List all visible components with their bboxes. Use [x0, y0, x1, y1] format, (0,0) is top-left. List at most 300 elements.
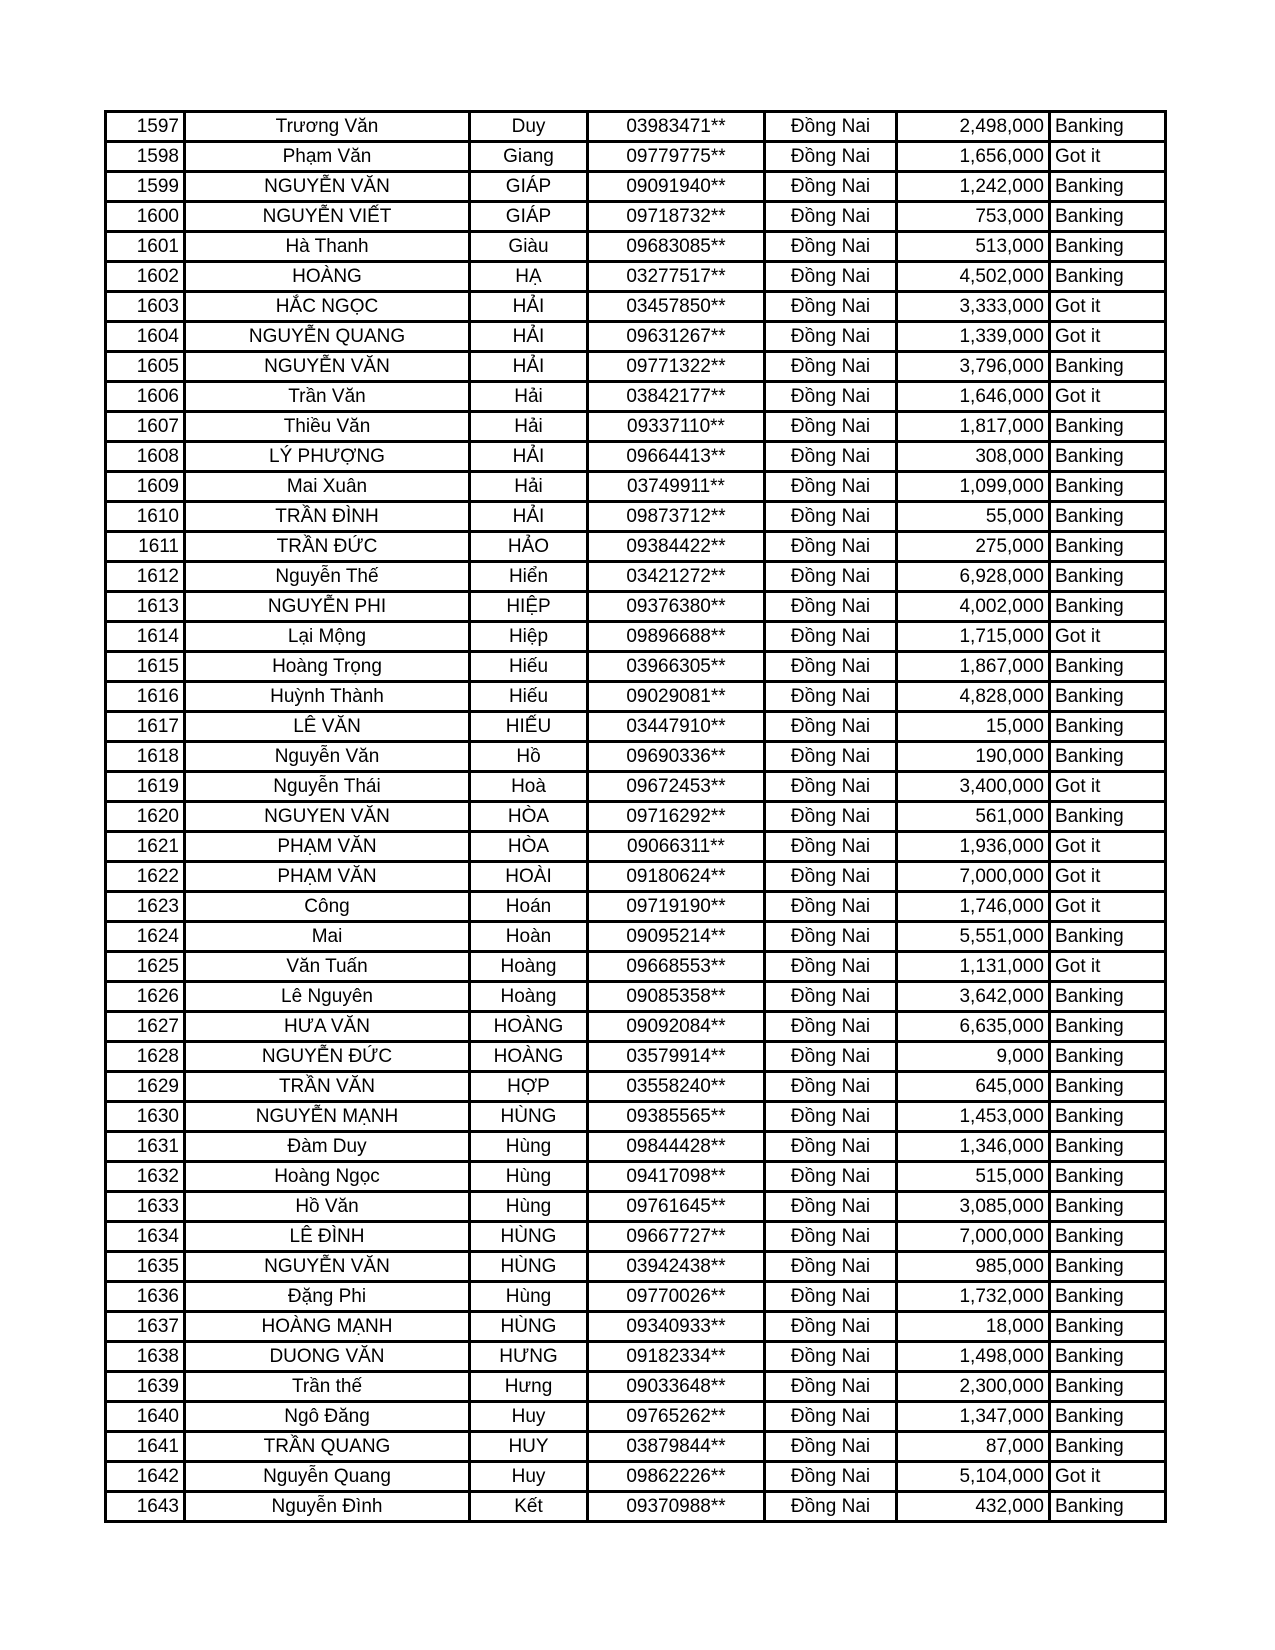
cell-first-name: HÙNG: [470, 1252, 588, 1282]
cell-row-number: 1638: [106, 1342, 185, 1372]
cell-last-name: Hoàng Trọng: [185, 652, 470, 682]
cell-last-name: PHẠM VĂN: [185, 862, 470, 892]
cell-amount: 4,502,000: [897, 262, 1050, 292]
cell-status: Banking: [1050, 1192, 1166, 1222]
cell-amount: 190,000: [897, 742, 1050, 772]
cell-province: Đồng Nai: [765, 1432, 897, 1462]
cell-province: Đồng Nai: [765, 1312, 897, 1342]
cell-last-name: Lại Mộng: [185, 622, 470, 652]
cell-phone-number: 09092084**: [588, 1012, 765, 1042]
cell-row-number: 1606: [106, 382, 185, 412]
table-row: [106, 1462, 1166, 1492]
cell-last-name: Phạm Văn: [185, 142, 470, 172]
cell-phone-number: 03447910**: [588, 712, 765, 742]
cell-amount: 5,104,000: [897, 1462, 1050, 1492]
cell-status: Banking: [1050, 742, 1166, 772]
cell-last-name: PHẠM VĂN: [185, 832, 470, 862]
cell-status: Banking: [1050, 112, 1166, 142]
cell-province: Đồng Nai: [765, 1192, 897, 1222]
cell-phone-number: 09667727**: [588, 1222, 765, 1252]
cell-province: Đồng Nai: [765, 142, 897, 172]
cell-amount: 1,656,000: [897, 142, 1050, 172]
cell-province: Đồng Nai: [765, 1132, 897, 1162]
cell-status: Banking: [1050, 682, 1166, 712]
cell-row-number: 1635: [106, 1252, 185, 1282]
cell-first-name: HẢI: [470, 292, 588, 322]
table-row: [106, 1432, 1166, 1462]
cell-first-name: Duy: [470, 112, 588, 142]
table-row: [106, 1162, 1166, 1192]
cell-phone-number: 09779775**: [588, 142, 765, 172]
cell-first-name: HÙNG: [470, 1102, 588, 1132]
table-row: [106, 1402, 1166, 1432]
cell-first-name: Hải: [470, 412, 588, 442]
cell-row-number: 1632: [106, 1162, 185, 1192]
cell-last-name: NGUYỄN VĂN: [185, 172, 470, 202]
cell-last-name: Đặng Phi: [185, 1282, 470, 1312]
cell-status: Banking: [1050, 562, 1166, 592]
table-row: [106, 1372, 1166, 1402]
cell-last-name: Văn Tuấn: [185, 952, 470, 982]
cell-last-name: Hồ Văn: [185, 1192, 470, 1222]
cell-province: Đồng Nai: [765, 1372, 897, 1402]
cell-row-number: 1631: [106, 1132, 185, 1162]
cell-first-name: Hưng: [470, 1372, 588, 1402]
table-row: [106, 862, 1166, 892]
cell-province: Đồng Nai: [765, 712, 897, 742]
cell-first-name: HẠ: [470, 262, 588, 292]
cell-first-name: Kết: [470, 1492, 588, 1522]
table-row: [106, 592, 1166, 622]
table-row: [106, 142, 1166, 172]
cell-row-number: 1615: [106, 652, 185, 682]
cell-last-name: TRẦN QUANG: [185, 1432, 470, 1462]
cell-last-name: Nguyễn Văn: [185, 742, 470, 772]
cell-province: Đồng Nai: [765, 202, 897, 232]
table-row: [106, 232, 1166, 262]
cell-last-name: Trần thế: [185, 1372, 470, 1402]
cell-phone-number: 09873712**: [588, 502, 765, 532]
cell-row-number: 1611: [106, 532, 185, 562]
cell-phone-number: 09180624**: [588, 862, 765, 892]
cell-status: Banking: [1050, 1102, 1166, 1132]
cell-amount: 87,000: [897, 1432, 1050, 1462]
cell-province: Đồng Nai: [765, 532, 897, 562]
cell-status: Banking: [1050, 982, 1166, 1012]
cell-status: Got it: [1050, 952, 1166, 982]
cell-amount: 513,000: [897, 232, 1050, 262]
cell-province: Đồng Nai: [765, 1462, 897, 1492]
cell-last-name: Nguyễn Thế: [185, 562, 470, 592]
table-row: [106, 652, 1166, 682]
table-row: [106, 352, 1166, 382]
table-row: [106, 1012, 1166, 1042]
cell-status: Banking: [1050, 1372, 1166, 1402]
cell-row-number: 1614: [106, 622, 185, 652]
cell-last-name: Nguyễn Quang: [185, 1462, 470, 1492]
cell-first-name: Hiếu: [470, 652, 588, 682]
cell-province: Đồng Nai: [765, 742, 897, 772]
cell-row-number: 1628: [106, 1042, 185, 1072]
cell-phone-number: 09664413**: [588, 442, 765, 472]
cell-last-name: Hoàng Ngọc: [185, 1162, 470, 1192]
cell-first-name: Hùng: [470, 1132, 588, 1162]
cell-row-number: 1624: [106, 922, 185, 952]
cell-amount: 1,453,000: [897, 1102, 1050, 1132]
cell-status: Banking: [1050, 472, 1166, 502]
cell-phone-number: 03879844**: [588, 1432, 765, 1462]
cell-status: Banking: [1050, 1252, 1166, 1282]
cell-province: Đồng Nai: [765, 1012, 897, 1042]
cell-amount: 3,400,000: [897, 772, 1050, 802]
cell-first-name: Giang: [470, 142, 588, 172]
cell-last-name: NGUYỄN VĂN: [185, 1252, 470, 1282]
cell-amount: 4,002,000: [897, 592, 1050, 622]
cell-status: Banking: [1050, 1012, 1166, 1042]
cell-province: Đồng Nai: [765, 1402, 897, 1432]
cell-row-number: 1643: [106, 1492, 185, 1522]
cell-row-number: 1629: [106, 1072, 185, 1102]
table-row: [106, 442, 1166, 472]
cell-phone-number: 09719190**: [588, 892, 765, 922]
contact-table: [104, 110, 1167, 1523]
cell-row-number: 1622: [106, 862, 185, 892]
cell-phone-number: 03966305**: [588, 652, 765, 682]
cell-status: Got it: [1050, 892, 1166, 922]
cell-last-name: HOÀNG MẠNH: [185, 1312, 470, 1342]
cell-row-number: 1625: [106, 952, 185, 982]
cell-phone-number: 09091940**: [588, 172, 765, 202]
cell-province: Đồng Nai: [765, 622, 897, 652]
cell-last-name: LÊ ĐÌNH: [185, 1222, 470, 1252]
cell-first-name: Hùng: [470, 1282, 588, 1312]
cell-first-name: HẢI: [470, 442, 588, 472]
cell-last-name: Huỳnh Thành: [185, 682, 470, 712]
cell-phone-number: 09370988**: [588, 1492, 765, 1522]
cell-first-name: HỢP: [470, 1072, 588, 1102]
cell-phone-number: 09182334**: [588, 1342, 765, 1372]
cell-amount: 1,131,000: [897, 952, 1050, 982]
cell-amount: 275,000: [897, 532, 1050, 562]
table-row: [106, 922, 1166, 952]
cell-first-name: Hoàng: [470, 952, 588, 982]
cell-row-number: 1616: [106, 682, 185, 712]
cell-first-name: Hùng: [470, 1192, 588, 1222]
table-row: [106, 682, 1166, 712]
cell-row-number: 1637: [106, 1312, 185, 1342]
cell-province: Đồng Nai: [765, 592, 897, 622]
cell-row-number: 1613: [106, 592, 185, 622]
table-row: [106, 172, 1166, 202]
cell-status: Banking: [1050, 532, 1166, 562]
table-row: [106, 1042, 1166, 1072]
cell-phone-number: 03457850**: [588, 292, 765, 322]
cell-row-number: 1630: [106, 1102, 185, 1132]
cell-amount: 1,867,000: [897, 652, 1050, 682]
cell-row-number: 1597: [106, 112, 185, 142]
table-row: [106, 1282, 1166, 1312]
cell-row-number: 1623: [106, 892, 185, 922]
table-row: [106, 1342, 1166, 1372]
cell-phone-number: 09384422**: [588, 532, 765, 562]
cell-phone-number: 09417098**: [588, 1162, 765, 1192]
cell-last-name: HƯA VĂN: [185, 1012, 470, 1042]
cell-phone-number: 09761645**: [588, 1192, 765, 1222]
cell-last-name: NGUYỄN PHI: [185, 592, 470, 622]
cell-first-name: Hoà: [470, 772, 588, 802]
cell-province: Đồng Nai: [765, 442, 897, 472]
cell-province: Đồng Nai: [765, 952, 897, 982]
cell-first-name: Huy: [470, 1402, 588, 1432]
table-row: [106, 1072, 1166, 1102]
cell-amount: 645,000: [897, 1072, 1050, 1102]
cell-amount: 1,346,000: [897, 1132, 1050, 1162]
cell-province: Đồng Nai: [765, 652, 897, 682]
cell-phone-number: 09033648**: [588, 1372, 765, 1402]
cell-row-number: 1609: [106, 472, 185, 502]
cell-last-name: HẮC NGỌC: [185, 292, 470, 322]
cell-last-name: HOÀNG: [185, 262, 470, 292]
cell-row-number: 1610: [106, 502, 185, 532]
cell-last-name: Hà Thanh: [185, 232, 470, 262]
cell-first-name: HƯNG: [470, 1342, 588, 1372]
cell-status: Banking: [1050, 652, 1166, 682]
cell-row-number: 1602: [106, 262, 185, 292]
cell-status: Banking: [1050, 1492, 1166, 1522]
cell-first-name: Hiếu: [470, 682, 588, 712]
cell-status: Banking: [1050, 1162, 1166, 1192]
cell-phone-number: 03983471**: [588, 112, 765, 142]
cell-phone-number: 03579914**: [588, 1042, 765, 1072]
cell-phone-number: 09631267**: [588, 322, 765, 352]
cell-status: Banking: [1050, 202, 1166, 232]
cell-status: Got it: [1050, 292, 1166, 322]
cell-status: Got it: [1050, 382, 1166, 412]
cell-last-name: NGUYỄN VIẾT: [185, 202, 470, 232]
cell-row-number: 1621: [106, 832, 185, 862]
cell-province: Đồng Nai: [765, 982, 897, 1012]
cell-row-number: 1604: [106, 322, 185, 352]
cell-first-name: HIẾU: [470, 712, 588, 742]
cell-first-name: Hải: [470, 382, 588, 412]
cell-amount: 1,646,000: [897, 382, 1050, 412]
cell-last-name: TRẦN ĐÌNH: [185, 502, 470, 532]
cell-row-number: 1618: [106, 742, 185, 772]
cell-amount: 1,715,000: [897, 622, 1050, 652]
table-row: [106, 1222, 1166, 1252]
cell-last-name: NGUYỄN VĂN: [185, 352, 470, 382]
cell-first-name: Hoàng: [470, 982, 588, 1012]
cell-phone-number: 09095214**: [588, 922, 765, 952]
table-row: [106, 412, 1166, 442]
cell-status: Banking: [1050, 352, 1166, 382]
table-row: [106, 802, 1166, 832]
cell-province: Đồng Nai: [765, 472, 897, 502]
cell-province: Đồng Nai: [765, 1492, 897, 1522]
table-row: [106, 382, 1166, 412]
cell-status: Banking: [1050, 412, 1166, 442]
cell-status: Got it: [1050, 142, 1166, 172]
cell-status: Banking: [1050, 592, 1166, 622]
cell-last-name: NGUYỄN MẠNH: [185, 1102, 470, 1132]
cell-province: Đồng Nai: [765, 832, 897, 862]
cell-first-name: HẢI: [470, 502, 588, 532]
cell-first-name: HOÀNG: [470, 1042, 588, 1072]
cell-first-name: HẢI: [470, 322, 588, 352]
table-row: [106, 532, 1166, 562]
cell-province: Đồng Nai: [765, 1072, 897, 1102]
table-row: [106, 202, 1166, 232]
table-row: [106, 1102, 1166, 1132]
cell-province: Đồng Nai: [765, 892, 897, 922]
cell-province: Đồng Nai: [765, 1282, 897, 1312]
cell-last-name: Thiều Văn: [185, 412, 470, 442]
cell-amount: 18,000: [897, 1312, 1050, 1342]
cell-first-name: HẢI: [470, 352, 588, 382]
cell-phone-number: 03277517**: [588, 262, 765, 292]
cell-phone-number: 09029081**: [588, 682, 765, 712]
cell-last-name: Nguyễn Đình: [185, 1492, 470, 1522]
cell-status: Banking: [1050, 1432, 1166, 1462]
cell-first-name: Hiển: [470, 562, 588, 592]
cell-phone-number: 09690336**: [588, 742, 765, 772]
cell-row-number: 1620: [106, 802, 185, 832]
cell-status: Banking: [1050, 1222, 1166, 1252]
cell-row-number: 1599: [106, 172, 185, 202]
cell-phone-number: 09718732**: [588, 202, 765, 232]
cell-amount: 5,551,000: [897, 922, 1050, 952]
cell-first-name: GIÁP: [470, 202, 588, 232]
cell-first-name: HÒA: [470, 832, 588, 862]
cell-status: Banking: [1050, 1072, 1166, 1102]
cell-row-number: 1636: [106, 1282, 185, 1312]
cell-province: Đồng Nai: [765, 682, 897, 712]
cell-phone-number: 09765262**: [588, 1402, 765, 1432]
cell-row-number: 1619: [106, 772, 185, 802]
cell-first-name: HUY: [470, 1432, 588, 1462]
cell-province: Đồng Nai: [765, 1252, 897, 1282]
cell-province: Đồng Nai: [765, 172, 897, 202]
cell-amount: 6,928,000: [897, 562, 1050, 592]
cell-last-name: TRẦN VĂN: [185, 1072, 470, 1102]
cell-phone-number: 09770026**: [588, 1282, 765, 1312]
cell-phone-number: 03421272**: [588, 562, 765, 592]
cell-last-name: NGUYEN VĂN: [185, 802, 470, 832]
cell-province: Đồng Nai: [765, 322, 897, 352]
cell-amount: 9,000: [897, 1042, 1050, 1072]
cell-row-number: 1612: [106, 562, 185, 592]
cell-amount: 1,817,000: [897, 412, 1050, 442]
cell-amount: 3,642,000: [897, 982, 1050, 1012]
cell-amount: 6,635,000: [897, 1012, 1050, 1042]
cell-phone-number: 09771322**: [588, 352, 765, 382]
table-row: [106, 562, 1166, 592]
cell-amount: 7,000,000: [897, 862, 1050, 892]
cell-phone-number: 09683085**: [588, 232, 765, 262]
cell-phone-number: 09385565**: [588, 1102, 765, 1132]
cell-row-number: 1627: [106, 1012, 185, 1042]
cell-province: Đồng Nai: [765, 1162, 897, 1192]
cell-phone-number: 09672453**: [588, 772, 765, 802]
cell-first-name: HẢO: [470, 532, 588, 562]
cell-province: Đồng Nai: [765, 382, 897, 412]
table-row: [106, 262, 1166, 292]
table-row: [106, 1252, 1166, 1282]
cell-province: Đồng Nai: [765, 802, 897, 832]
cell-row-number: 1640: [106, 1402, 185, 1432]
cell-province: Đồng Nai: [765, 772, 897, 802]
cell-status: Banking: [1050, 1042, 1166, 1072]
cell-status: Banking: [1050, 712, 1166, 742]
cell-amount: 308,000: [897, 442, 1050, 472]
cell-row-number: 1607: [106, 412, 185, 442]
cell-province: Đồng Nai: [765, 412, 897, 442]
cell-phone-number: 09376380**: [588, 592, 765, 622]
cell-first-name: Hùng: [470, 1162, 588, 1192]
cell-first-name: GIÁP: [470, 172, 588, 202]
cell-province: Đồng Nai: [765, 112, 897, 142]
cell-first-name: HOÀNG: [470, 1012, 588, 1042]
cell-status: Got it: [1050, 862, 1166, 892]
cell-status: Banking: [1050, 1402, 1166, 1432]
cell-status: Got it: [1050, 832, 1166, 862]
cell-amount: 1,099,000: [897, 472, 1050, 502]
cell-phone-number: 09862226**: [588, 1462, 765, 1492]
cell-phone-number: 09066311**: [588, 832, 765, 862]
cell-last-name: Mai Xuân: [185, 472, 470, 502]
cell-province: Đồng Nai: [765, 1102, 897, 1132]
cell-province: Đồng Nai: [765, 502, 897, 532]
cell-amount: 1,498,000: [897, 1342, 1050, 1372]
cell-status: Got it: [1050, 622, 1166, 652]
cell-province: Đồng Nai: [765, 862, 897, 892]
table-row: [106, 622, 1166, 652]
cell-phone-number: 09668553**: [588, 952, 765, 982]
cell-first-name: HÒA: [470, 802, 588, 832]
cell-first-name: Huy: [470, 1462, 588, 1492]
cell-phone-number: 09085358**: [588, 982, 765, 1012]
cell-last-name: LÝ PHƯỢNG: [185, 442, 470, 472]
cell-province: Đồng Nai: [765, 562, 897, 592]
cell-amount: 985,000: [897, 1252, 1050, 1282]
cell-status: Banking: [1050, 1342, 1166, 1372]
cell-amount: 1,732,000: [897, 1282, 1050, 1312]
cell-province: Đồng Nai: [765, 1222, 897, 1252]
cell-row-number: 1600: [106, 202, 185, 232]
cell-province: Đồng Nai: [765, 262, 897, 292]
cell-last-name: NGUYỄN ĐỨC: [185, 1042, 470, 1072]
cell-amount: 432,000: [897, 1492, 1050, 1522]
cell-last-name: Trần Văn: [185, 382, 470, 412]
cell-first-name: Hiệp: [470, 622, 588, 652]
cell-status: Got it: [1050, 772, 1166, 802]
cell-row-number: 1633: [106, 1192, 185, 1222]
cell-amount: 3,085,000: [897, 1192, 1050, 1222]
cell-province: Đồng Nai: [765, 1342, 897, 1372]
table-row: [106, 292, 1166, 322]
cell-row-number: 1598: [106, 142, 185, 172]
cell-phone-number: 09896688**: [588, 622, 765, 652]
cell-last-name: Đàm Duy: [185, 1132, 470, 1162]
table-row: [106, 322, 1166, 352]
cell-amount: 4,828,000: [897, 682, 1050, 712]
cell-status: Got it: [1050, 322, 1166, 352]
cell-first-name: Giàu: [470, 232, 588, 262]
cell-phone-number: 03942438**: [588, 1252, 765, 1282]
table-row: [106, 742, 1166, 772]
cell-amount: 1,242,000: [897, 172, 1050, 202]
cell-phone-number: 09844428**: [588, 1132, 765, 1162]
